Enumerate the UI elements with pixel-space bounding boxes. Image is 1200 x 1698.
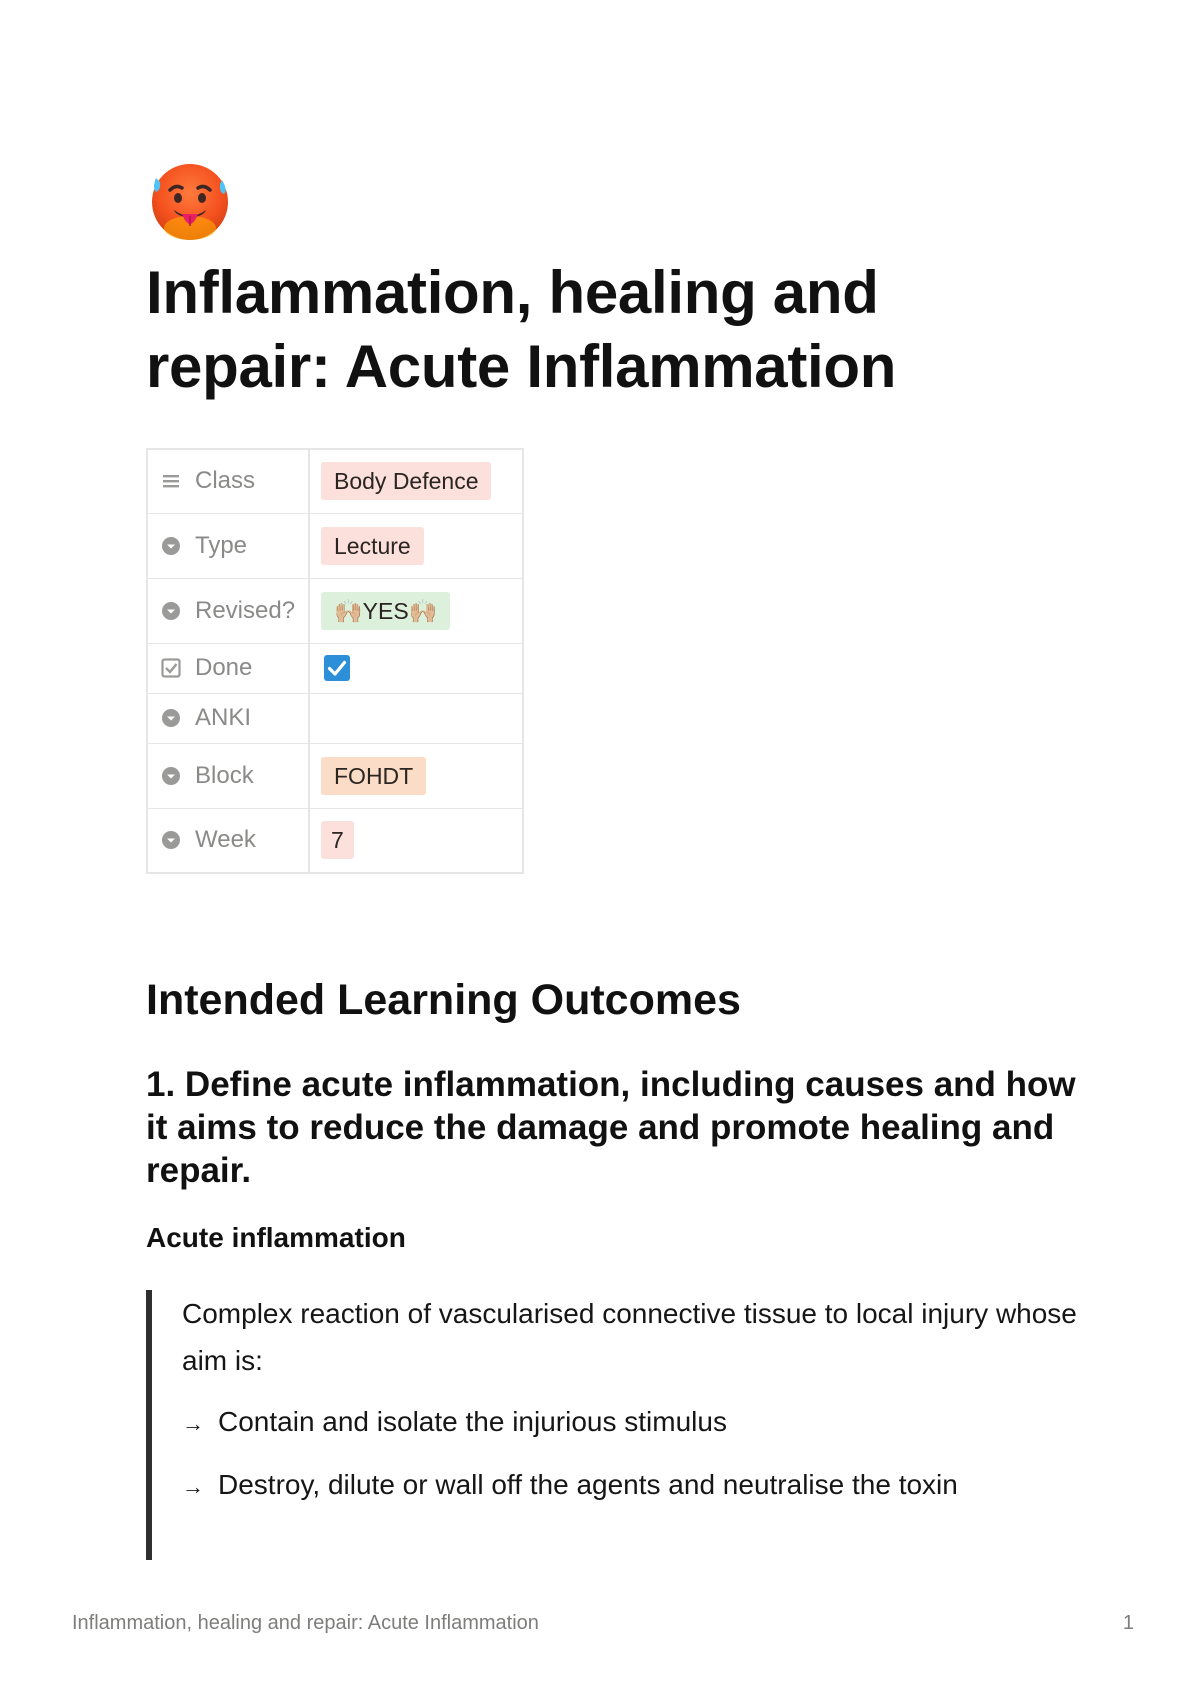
- class-tag[interactable]: Body Defence: [321, 462, 491, 500]
- property-row-block: [147, 743, 523, 808]
- acute-inflammation-subheading: Acute inflammation: [146, 1222, 406, 1253]
- done-checkbox[interactable]: [324, 655, 350, 681]
- select-icon: [161, 766, 181, 786]
- revised-tag[interactable]: 🙌🏼YES🙌🏼: [321, 592, 450, 630]
- footer-title: Inflammation, healing and repair: Acute Inflammation: [72, 1612, 539, 1634]
- property-row-class: [147, 449, 523, 513]
- outcome-1-heading: 1. Define acute inflammation, including causes and how it aims to reduce the damage and promote healing and repair.: [146, 1065, 1076, 1190]
- property-row-done: [147, 643, 523, 693]
- anki-value-empty[interactable]: [309, 693, 523, 743]
- property-key-type: Type: [195, 531, 248, 559]
- property-key-done: Done: [195, 654, 253, 681]
- checkbox-icon: [161, 658, 181, 678]
- hot-face-emoji-icon: [148, 160, 232, 244]
- property-row-anki: [147, 693, 523, 743]
- property-key-revised: Revised?: [195, 596, 296, 624]
- type-tag[interactable]: Lecture: [321, 527, 424, 565]
- property-key-week: Week: [195, 826, 256, 854]
- select-icon: [161, 536, 181, 556]
- quote-intro: Complex reaction of vascularised connective tissue to local injury whose aim is:: [182, 1298, 1077, 1376]
- property-key-class: Class: [195, 467, 256, 495]
- property-key-anki: ANKI: [195, 704, 252, 731]
- quote-item: [182, 1398, 1086, 1447]
- select-icon: [161, 708, 181, 728]
- select-icon: [161, 601, 181, 621]
- quote-item-text: Contain and isolate the injurious stimulus: [218, 1406, 727, 1437]
- checkmark-icon: [324, 655, 350, 681]
- arrow-right-icon: →: [182, 1411, 204, 1436]
- learning-outcomes-heading: Intended Learning Outcomes: [146, 976, 741, 1024]
- select-icon: [161, 830, 181, 850]
- property-key-block: Block: [195, 761, 254, 789]
- property-row-type: [147, 513, 523, 578]
- list-icon: [161, 471, 181, 491]
- quote-item: [182, 1461, 1086, 1510]
- block-tag[interactable]: FOHDT: [321, 757, 426, 795]
- definition-quote: [146, 1290, 1086, 1560]
- page-number: 1: [1122, 1612, 1134, 1634]
- properties-table: [146, 448, 524, 874]
- property-row-revised: [147, 578, 523, 643]
- page-title: Inflammation, healing and repair: Acute Inflammation: [146, 259, 897, 400]
- property-row-week: [147, 808, 523, 873]
- quote-item-text: Destroy, dilute or wall off the agents and neutralise the toxin: [218, 1469, 958, 1500]
- week-tag[interactable]: 7: [321, 821, 354, 859]
- arrow-right-icon: →: [182, 1474, 204, 1499]
